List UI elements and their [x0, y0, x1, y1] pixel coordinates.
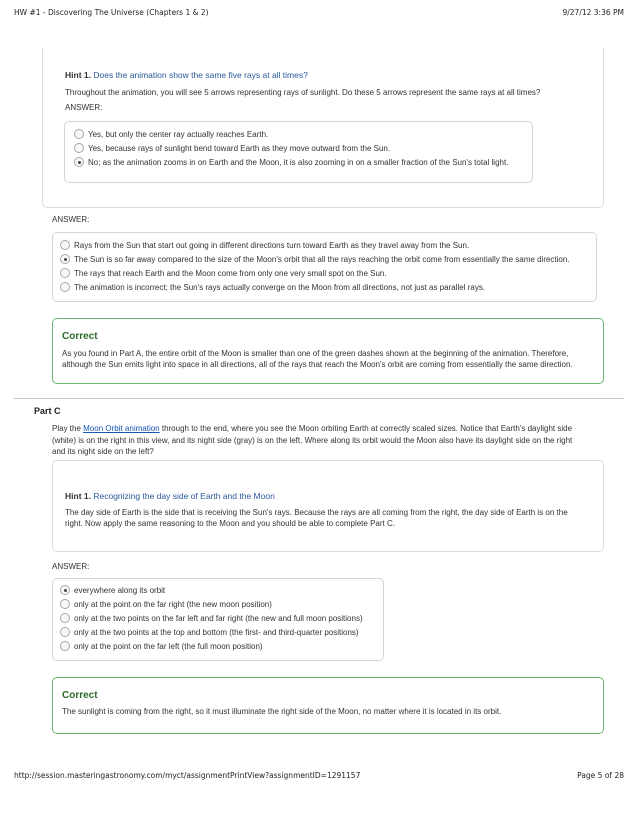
answer-option[interactable]: only at the two points at the top and bottom (the first- and third-quarter positions): [60, 627, 359, 637]
correct-title: Correct: [62, 690, 98, 701]
radio-button[interactable]: [60, 599, 70, 609]
hint-title-text: Recognizing the day side of Earth and the Moon: [93, 491, 275, 501]
answer-label: ANSWER:: [52, 562, 90, 571]
radio-button-selected[interactable]: [60, 585, 70, 595]
radio-button[interactable]: [60, 627, 70, 637]
radio-button-selected[interactable]: [60, 254, 70, 264]
radio-button[interactable]: [60, 268, 70, 278]
radio-button[interactable]: [74, 129, 84, 139]
radio-button[interactable]: [60, 282, 70, 292]
question-text: and its night side on the left?: [52, 447, 154, 456]
hint-number: Hint 1.: [65, 70, 91, 80]
part-title: Part C: [34, 406, 61, 416]
radio-button[interactable]: [74, 143, 84, 153]
hint-number: Hint 1.: [65, 491, 91, 501]
question-text: (white) is on the right in this view, and its night side (gray) is on the left. Where along its orbit would the Moon also have its daylight side on the right: [52, 436, 573, 445]
moon-orbit-animation-link[interactable]: Moon Orbit animation: [83, 424, 160, 433]
document-title: HW #1 - Discovering The Universe (Chapters 1 & 2): [14, 8, 209, 17]
radio-button[interactable]: [60, 641, 70, 651]
answer-option-selected[interactable]: No; as the animation zooms in on Earth and the Moon, it is also zooming in on a smaller fraction of the Sun's total light.: [74, 157, 508, 167]
question-text: Play the Moon Orbit animation through to the end, where you see the Moon orbiting Earth at correctly scaled sizes. Notice that Earth's daylight side: [52, 424, 573, 433]
correct-text: As you found in Part A, the entire orbit of the Moon is smaller than one of the green dashes shown at the beginning of the animation. Therefore,: [62, 349, 569, 358]
print-datetime: 9/27/12 3:36 PM: [562, 8, 624, 17]
correct-title: Correct: [62, 331, 98, 342]
hint-body: The day side of Earth is the side that is receiving the Sun's rays. Because the rays are all coming from the right, the day side of Earth is on the: [65, 508, 568, 517]
part-divider: [14, 398, 624, 399]
answer-label: ANSWER:: [52, 215, 90, 224]
radio-button[interactable]: [60, 240, 70, 250]
correct-text: although the Sun emits light into space in all directions, all of the rays that reach the Moon's orbit are coming from essentially the same direction.: [62, 360, 573, 369]
hint-body: right. Now apply the same reasoning to the Moon and you should be able to complete Part C.: [65, 519, 395, 528]
answer-option[interactable]: Yes, because rays of sunlight bend toward Earth as they move outward from the Sun.: [74, 143, 390, 153]
answer-option[interactable]: Rays from the Sun that start out going in different directions turn toward Earth as they travel away from the Sun.: [60, 240, 469, 250]
print-header: [14, 8, 624, 17]
hint-title[interactable]: [65, 70, 308, 80]
print-footer: [14, 771, 624, 780]
page-number: Page 5 of 28: [577, 771, 624, 780]
hint-body: Throughout the animation, you will see 5 arrows representing rays of sunlight. Do these 5 arrows represent the same rays at all times?: [65, 88, 541, 97]
hint-title[interactable]: [65, 491, 275, 501]
answer-option-selected[interactable]: The Sun is so far away compared to the size of the Moon's orbit that all the rays reaching the orbit come from essentially the same direction.: [60, 254, 570, 264]
radio-button[interactable]: [60, 613, 70, 623]
answer-option[interactable]: The animation is incorrect; the Sun's rays actually converge on the Moon from all directions, not just as parallel rays.: [60, 282, 485, 292]
answer-option[interactable]: Yes, but only the center ray actually reaches Earth.: [74, 129, 268, 139]
page-url: http://session.masteringastronomy.com/myct/assignmentPrintView?assignmentID=1291157: [14, 771, 361, 780]
answer-option[interactable]: only at the point on the far right (the new moon position): [60, 599, 272, 609]
answer-option-selected[interactable]: everywhere along its orbit: [60, 585, 165, 595]
answer-option[interactable]: only at the point on the far left (the full moon position): [60, 641, 263, 651]
correct-text: The sunlight is coming from the right, so it must illuminate the right side of the Moon, no matter where it is located in its orbit.: [62, 707, 502, 716]
answer-label: ANSWER:: [65, 103, 103, 112]
hint-title-text: Does the animation show the same five rays at all times?: [93, 70, 308, 80]
answer-option[interactable]: The rays that reach Earth and the Moon come from only one very small spot on the Sun.: [60, 268, 387, 278]
radio-button-selected[interactable]: [74, 157, 84, 167]
hint-panel-part-c: [52, 460, 604, 552]
answer-option[interactable]: only at the two points on the far left and far right (the new and full moon positions): [60, 613, 363, 623]
